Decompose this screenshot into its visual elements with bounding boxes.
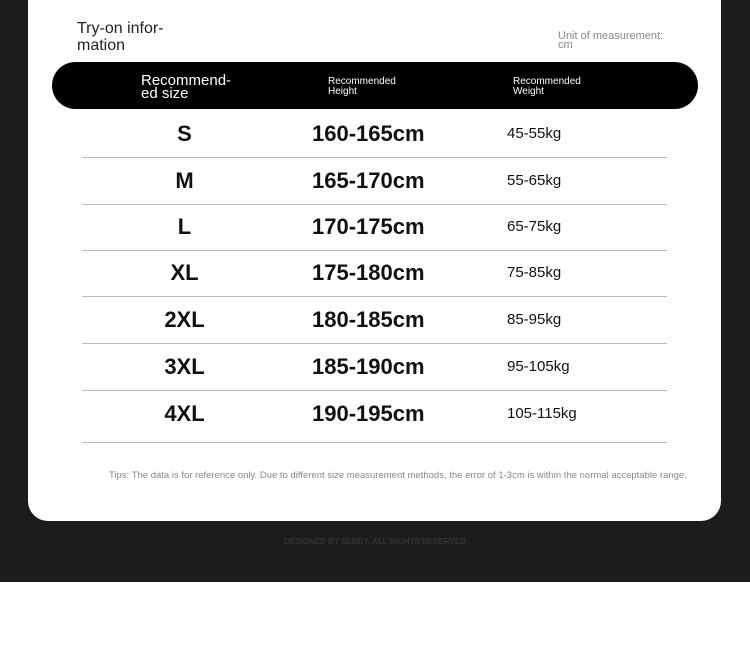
table-row (82, 250, 667, 297)
weight-cell: 45-55kg (507, 125, 562, 142)
height-cell: 160-165cm (312, 121, 425, 146)
table-row (82, 297, 667, 344)
height-cell: 180-185cm (312, 307, 425, 332)
size-cell: 2XL (164, 307, 205, 332)
table-row (82, 391, 667, 443)
height-cell: 190-195cm (312, 401, 425, 426)
table-row (82, 158, 667, 205)
size-cell: S (177, 121, 192, 146)
footer-credit: DESIGNED BY SENDY. ALL RIGHTS RESERVED (284, 537, 466, 546)
weight-cell: 65-75kg (507, 218, 562, 235)
height-cell: 175-180cm (312, 260, 425, 285)
header-size: Recommend-ed size (141, 72, 232, 102)
size-cell: XL (170, 260, 199, 285)
size-cell: 4XL (164, 401, 205, 426)
height-cell: 165-170cm (312, 168, 425, 193)
weight-cell: 95-105kg (507, 358, 570, 375)
table-row (82, 204, 667, 251)
weight-cell: 105-115kg (507, 405, 577, 422)
height-cell: 170-175cm (312, 214, 425, 239)
table-header (52, 62, 698, 109)
header-height: Recommended Height (328, 76, 396, 97)
table-row (82, 344, 667, 391)
tips-text: Tips: The data is for reference only. Due to different size measurement methods, the error of 1-3cm is within the normal acceptable range. (109, 470, 687, 481)
weight-cell: 75-85kg (507, 264, 562, 281)
table-row (82, 111, 667, 158)
header-weight: Recommended Weight (513, 76, 581, 97)
size-cell: 3XL (164, 354, 205, 379)
size-cell: L (177, 214, 192, 239)
section-title: Try-on infor-mation (77, 20, 164, 54)
weight-cell: 55-65kg (507, 172, 562, 189)
height-cell: 185-190cm (312, 354, 425, 379)
weight-cell: 85-95kg (507, 311, 562, 328)
unit-label: Unit of measurement: cm (558, 30, 664, 51)
size-cell: M (175, 168, 194, 193)
